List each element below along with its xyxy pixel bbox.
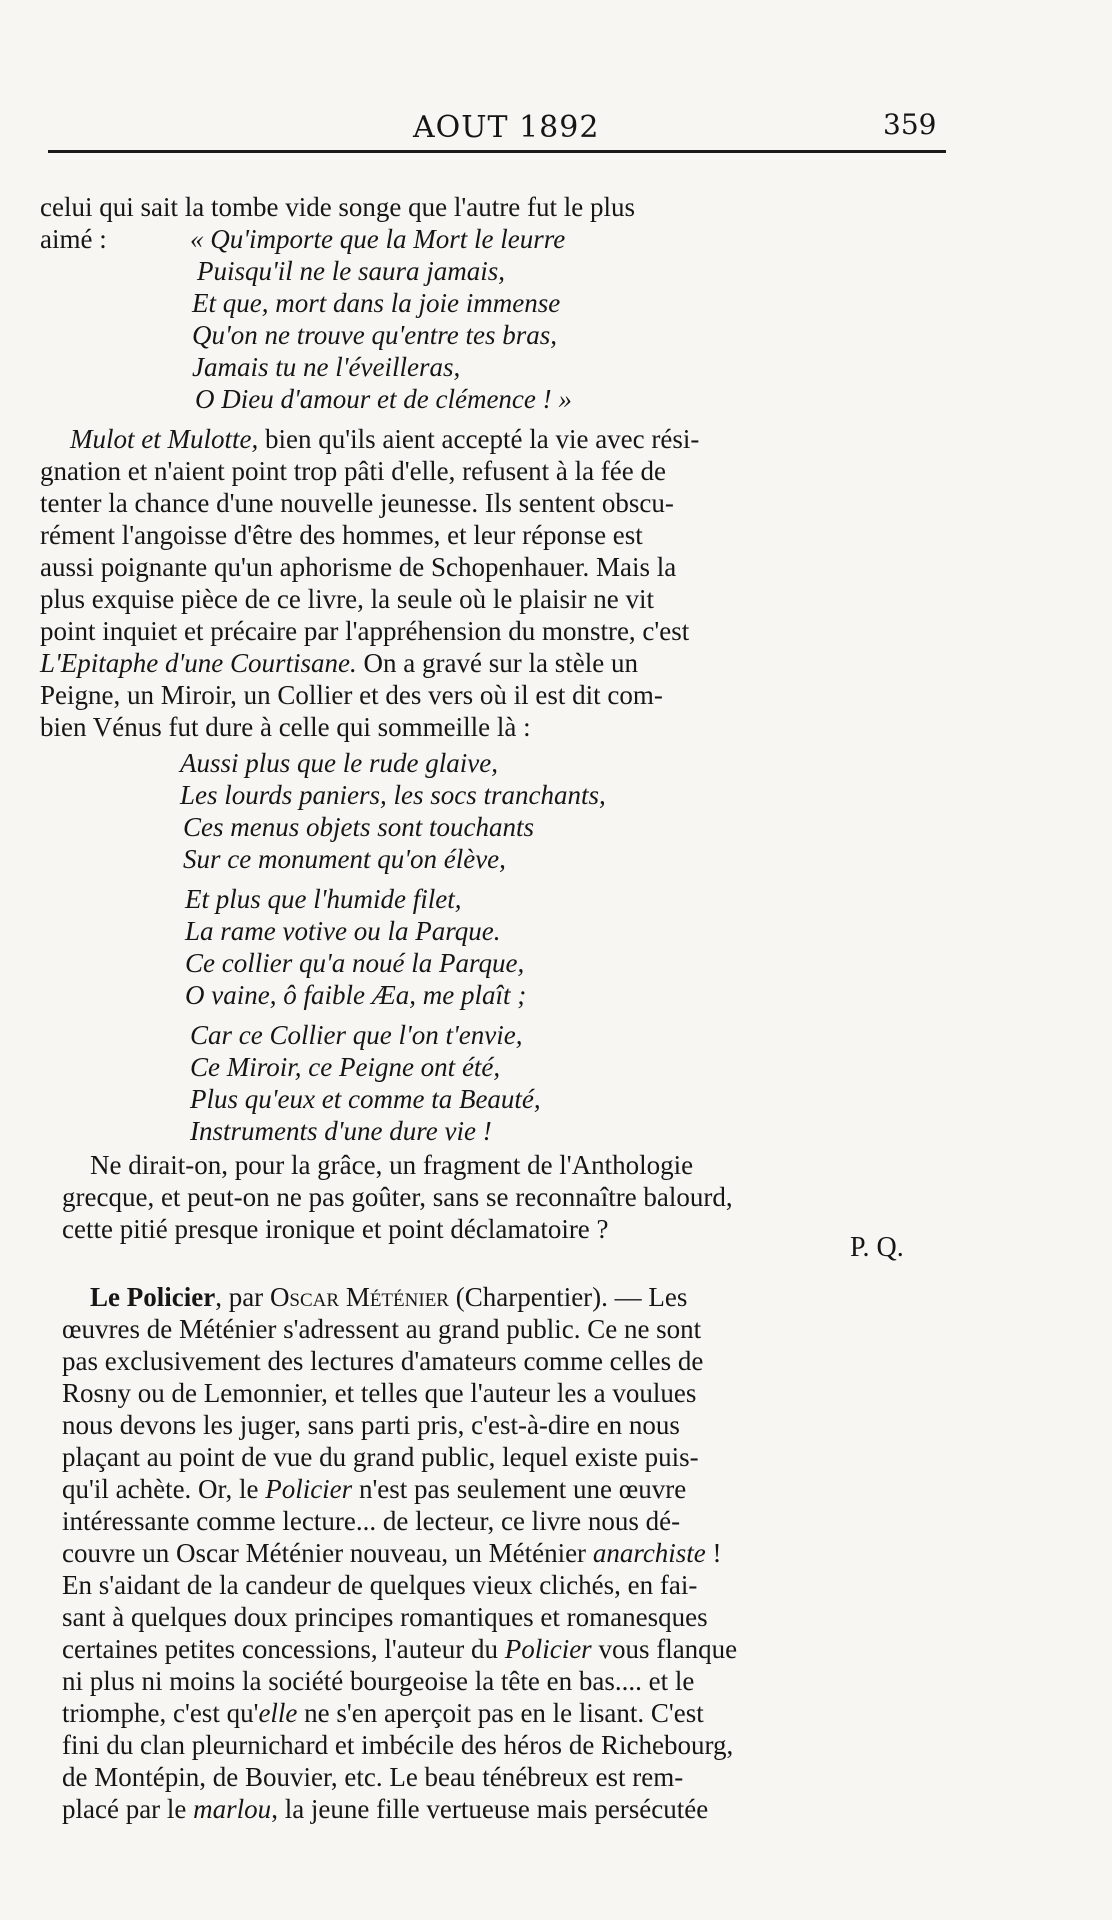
text-fragment: ! [705,1538,722,1568]
text-line: de Montépin, de Bouvier, etc. Le beau ténébreux est rem- [62,1762,684,1792]
verse-line: Sur ce monument qu'on élève, [183,844,506,874]
text-fragment: bien qu'ils aient accepté la vie avec rési- [258,424,700,454]
text-fragment: , la jeune fille vertueuse mais persécutée [271,1794,709,1824]
text-line [90,1282,687,1313]
verse-line: Puisqu'il ne le saura jamais, [197,256,506,286]
verse-line: Les lourds paniers, les socs tranchants, [180,780,606,810]
verse-line: Qu'on ne trouve qu'entre tes bras, [192,320,557,350]
text-fragment: , par [215,1282,270,1312]
emphasis: elle [258,1698,298,1728]
verse-line: Aussi plus que le rude glaive, [180,748,498,778]
verse-line: La rame votive ou la Parque. [185,916,501,946]
emphasis: anarchiste [592,1538,706,1568]
page-number: 359 [883,108,937,141]
text-fragment: placé par le [62,1794,194,1824]
text-fragment: couvre un Oscar Méténier nouveau, un Méténier [62,1538,593,1568]
text-line [62,1474,686,1505]
work-title: Policier [265,1474,353,1504]
text-fragment: vous flanque [591,1634,738,1664]
verse-line: Et plus que l'humide filet, [185,884,462,914]
text-line: point inquiet et précaire par l'appréhension du monstre, c'est [40,616,690,646]
text-line: plus exquise pièce de ce livre, la seule où le plaisir ne vit [40,584,655,614]
text-line [62,1634,737,1665]
text-fragment: On a gravé sur la stèle un [356,648,638,678]
emphasis: marlou [193,1794,272,1824]
text-line: gnation et n'aient point trop pâti d'elle, refusent à la fée de [40,456,666,486]
text-line [62,1698,704,1729]
text-fragment: certaines petites concessions, l'auteur du [62,1634,505,1664]
page-header [58,104,948,154]
verse-line: Ce collier qu'a noué la Parque, [185,948,525,978]
text-fragment: qu'il achète. Or, le [62,1474,266,1504]
text-line: bien Vénus fut dure à celle qui sommeille là : [40,712,531,742]
text-line: celui qui sait la tombe vide songe que l'autre fut le plus [40,192,635,222]
text-line: fini du clan pleurnichard et imbécile des héros de Richebourg, [62,1730,734,1760]
header-rule [48,150,946,153]
text-line: tenter la chance d'une nouvelle jeunesse. Ils sentent obscu- [40,488,674,518]
text-line: Ne dirait-on, pour la grâce, un fragment de l'Anthologie [90,1150,694,1180]
text-line: rément l'angoisse d'être des hommes, et leur réponse est [40,520,643,550]
text-fragment: (Charpentier). — Les [448,1282,688,1312]
text-line: intéressante comme lecture... de lecteur, ce livre nous dé- [62,1506,681,1536]
text-line: plaçant au point de vue du grand public, lequel existe puis- [62,1442,699,1472]
text-line: sant à quelques doux principes romantiques et romanesques [62,1602,708,1632]
verse-line: Ces menus objets sont touchants [183,812,534,842]
text-line: nous devons les juger, sans parti pris, c'est-à-dire en nous [62,1410,680,1440]
verse-line: Instruments d'une dure vie ! [190,1116,492,1146]
text-line [40,648,638,679]
text-line: œuvres de Méténier s'adressent au grand public. Ce ne sont [62,1314,702,1344]
verse-line: O vaine, ô faible Æa, me plaît ; [185,980,527,1010]
running-title: AOUT 1892 [413,110,600,145]
work-title: Mulot et Mulotte, [70,424,259,454]
text-fragment: triomphe, c'est qu' [62,1698,259,1728]
text-line: Rosny ou de Lemonnier, et telles que l'auteur les a voulues [62,1378,697,1408]
verse-line: Plus qu'eux et comme ta Beauté, [190,1084,541,1114]
verse-line: Jamais tu ne l'éveilleras, [192,352,461,382]
text-line: grecque, et peut-on ne pas goûter, sans se reconnaître balourd, [62,1182,733,1212]
text-fragment: n'est pas seulement une œuvre [352,1474,687,1504]
verse-line: « Qu'importe que la Mort le leurre [190,224,566,254]
signature: P. Q. [850,1232,904,1263]
text-line: Peigne, un Miroir, un Collier et des vers où il est dit com- [40,680,663,710]
verse-line: Car ce Collier que l'on t'envie, [190,1020,523,1050]
text-line: En s'aidant de la candeur de quelques vieux clichés, en fai- [62,1570,698,1600]
review-title: Le Policier [90,1282,216,1312]
verse-line: Ce Miroir, ce Peigne ont été, [190,1052,501,1082]
text-line [62,1538,722,1569]
text-line: aussi poignante qu'un aphorisme de Schopenhauer. Mais la [40,552,677,582]
work-title: L'Epitaphe d'une Courtisane. [40,648,357,678]
text-line [70,424,699,455]
text-line [62,1794,708,1825]
text-line: cette pitié presque ironique et point déclamatoire ? [62,1214,609,1244]
verse-line: Et que, mort dans la joie immense [192,288,561,318]
work-title: Policier [504,1634,592,1664]
text-fragment: ne s'en aperçoit pas en le lisant. C'est [297,1698,704,1728]
verse-line: O Dieu d'amour et de clémence ! » [195,384,572,414]
text-line: aimé : [40,224,107,254]
text-line: pas exclusivement des lectures d'amateurs comme celles de [62,1346,704,1376]
review-author: Oscar Méténier [269,1282,449,1312]
text-line: ni plus ni moins la société bourgeoise la tête en bas.... et le [62,1666,695,1696]
